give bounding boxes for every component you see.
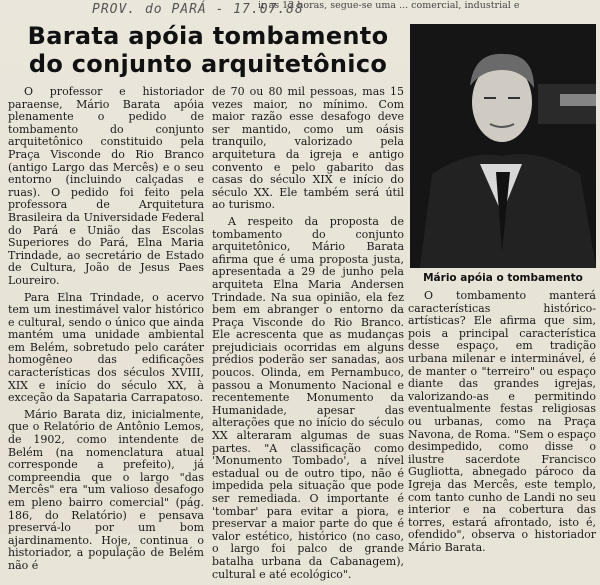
col1-paragraph-2: Para Elna Trindade, o acervo tem um inestimável valor histórico e cultural, sendo o único que ainda mantém uma unidade ambiental em Belém, sobretudo pelo caráter homogêneo das edificações características dos séculos XVIII, XIX e início do século XX, à exceção da Sapataria Carrapatoso.: [8, 290, 204, 405]
clipping-top-strip: [0, 0, 600, 20]
article-column-2: [212, 86, 404, 585]
col1-paragraph-3: Mário Barata diz, inicialmente, que o Relatório de Antônio Lemos, de 1902, como intendente de Belém (na nomenclatura atual corresponde a prefeito), já compreendia que o largo "das Mercês" era "um valioso desafogo em pleno bairro comercial" (pág. 186, do Relatório) e pensava preservá-lo por um bom ajardinamento. Hoje, continua o historiador, a população de Belém não é: [8, 407, 204, 572]
col2-paragraph-2: A respeito da proposta de tombamento do conjunto arquitetônico, Mário Barata afirma que é uma proposta justa, apresentada a 29 de junho pela arquiteta Elna Maria Andersen Trindade. Na sua opinião, ela fez bem em abranger o entorno da Praça Visconde do Rio Branco. Ele acrescenta que as mudanças prejudiciais ocorridas em alguns prédios poderão ser sanadas, aos poucos. Olinda, em Pernambuco, passou a Monumento Nacional e recentemente Monumento da Humanidade, apesar das alterações que no início do século XX alteraram algumas de suas partes. "A classificação como 'Monumento Tombado', a nível estadual ou de outro tipo, não é impedida pela situação que pode ser remediada. O importante é 'tombar' para evitar a piora, e preservar a maior parte do que é valor estético, histórico (no caso, o largo foi palco de grande batalha urbana da Cabanagem), cultural e até ecológico".: [212, 214, 404, 581]
article-headline: [18, 22, 398, 78]
headline-line-2: do conjunto arquitetônico: [28, 50, 388, 78]
headline-line-1: Barata apóia tombamento: [27, 22, 389, 50]
handwritten-date-note: PROV. do PARÁ - 17.07.88: [92, 2, 304, 17]
photo-caption: Mário apóia o tombamento: [423, 272, 583, 284]
col3-paragraph-1: O tombamento manterá características histórico-artísticas? Ele afirma que sim, pois a principal característica desse espaço, em tradição urbana milenar e interminável, é de manter o "terreiro" ou espaço diante das grandes igrejas, valorizando-as e permitindo eventualmente festas religiosas ou urbanas, como na Praça Navona, de Roma. "Sem o espaço desimpedido, como disse o ilustre sacerdote Francisco Gugliotta, abnegado pároco da Igreja das Mercês, este templo, com tanto cunho de Landi no seu interior e na cobertura das torres, estará afrontado, isto é, ofendido", observa o historiador Mário Barata.: [408, 289, 596, 554]
col1-paragraph-1: O professor e historiador paraense, Mário Barata apóia plenamente o pedido de tombamento do conjunto arquitetônico constituido pela Praça Visconde do Rio Branco (antigo Largo das Mercês) e o seu entorno (incluindo calçadas e ruas). O pedido foi feito pela professora de Arquitetura Brasileira da Universidade Federal do Pará e União das Escolas Superiores do Pará, Elna Maria Trindade, ao secretário de Estado de Cultura, João de Jesus Paes Loureiro.: [8, 85, 204, 287]
article-column-3: [408, 290, 596, 558]
portrait-illustration: [410, 24, 596, 268]
col2-paragraph-1: de 70 ou 80 mil pessoas, mas 15 vezes maior, no mínimo. Com maior razão esse desafogo deve ser mantido, como um oásis tranquilo, valorizado pela arquitetura da igreja e antigo convento e pelo gabarito das casas do século XIX e início do século XX. Ele também será útil ao turismo.: [212, 85, 404, 212]
portrait-photo: [410, 24, 596, 268]
article-column-1: [8, 86, 204, 577]
cut-off-adjacent-text: ir as 12 horas, segue-se uma ... comercial, industrial e: [258, 0, 520, 11]
